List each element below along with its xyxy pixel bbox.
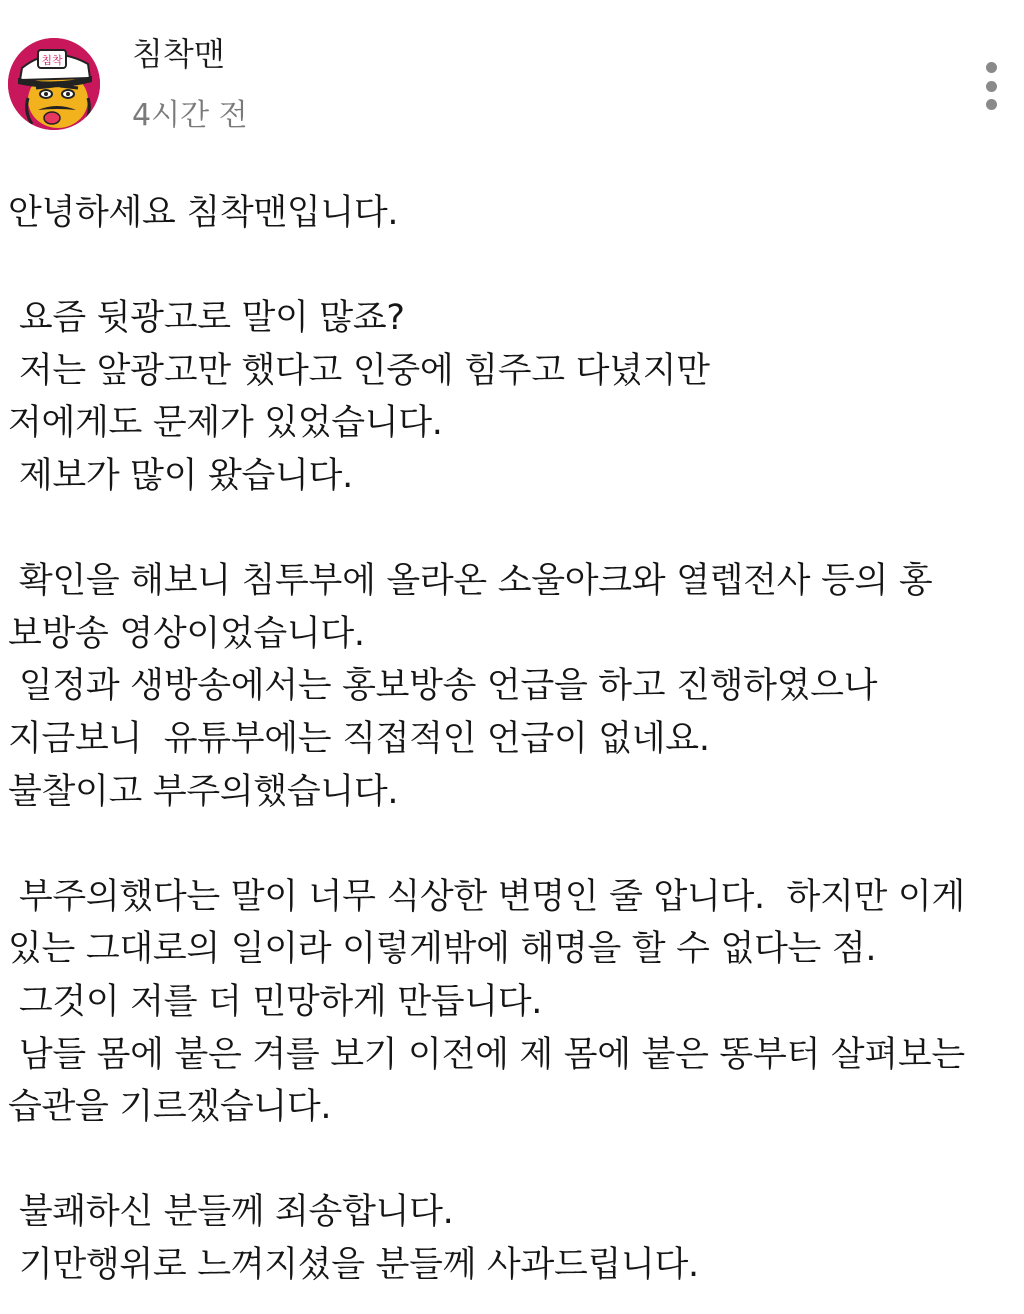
post-line: 확인을 해보니 침투부에 올라온 소울아크와 열렙전사 등의 홍 [8,561,933,602]
post-line [8,240,1018,293]
more-dot [986,81,997,92]
post-line: 습관을 기르겠습니다. [8,1087,332,1128]
avatar-cap-text: 침착 [41,54,63,67]
post-line: 부주의했다는 말이 너무 식상한 변명인 줄 압니다. 하지만 이게 [8,876,965,917]
post-line: 지금보니 유튜부에는 직접적인 언급이 없네요. [8,718,710,759]
post-line: 저는 앞광고만 했다고 인중에 힘주고 다녔지만 [8,350,710,391]
post-line [8,1134,1018,1187]
post-timestamp: 4시간 전 [132,98,248,133]
more-dot [986,99,997,110]
post-line: 불찰이고 부주의했습니다. [8,771,399,812]
more-dot [986,62,997,73]
post-line [8,503,1018,556]
post-header [0,0,1024,150]
post-line: 남들 몸에 붙은 겨를 보기 이전에 제 몸에 붙은 똥부터 살펴보는 [8,1034,965,1075]
post-line: 요즘 뒷광고로 말이 많죠? [8,298,405,339]
author-name[interactable]: 침착맨 [132,35,225,73]
post-line: 기만행위로 느껴지셨을 분들께 사과드립니다. [8,1244,699,1285]
post-line: 안녕하세요 침착맨입니다. [8,193,399,233]
avatar[interactable] [8,38,100,130]
post-body [8,187,1018,1291]
post-line: 저에게도 문제가 있었습니다. [8,403,443,444]
post-line: 그것이 저를 더 민망하게 만듭니다. [8,981,543,1022]
post-line: 제보가 많이 왔습니다. [8,455,353,496]
post-line: 불쾌하신 분들께 죄송합니다. [8,1192,454,1233]
post-line: 일정과 생방송에서는 홍보방송 언급을 하고 진행하였으나 [8,666,878,707]
avatar-cartoon-face-icon [8,38,100,130]
post-line: 있는 그대로의 일이라 이렇게밖에 해명을 할 수 없다는 점. [8,929,877,970]
post-line: 보방송 영상이었습니다. [8,613,365,654]
post-line [8,818,1018,871]
more-vertical-icon[interactable] [970,58,1012,114]
